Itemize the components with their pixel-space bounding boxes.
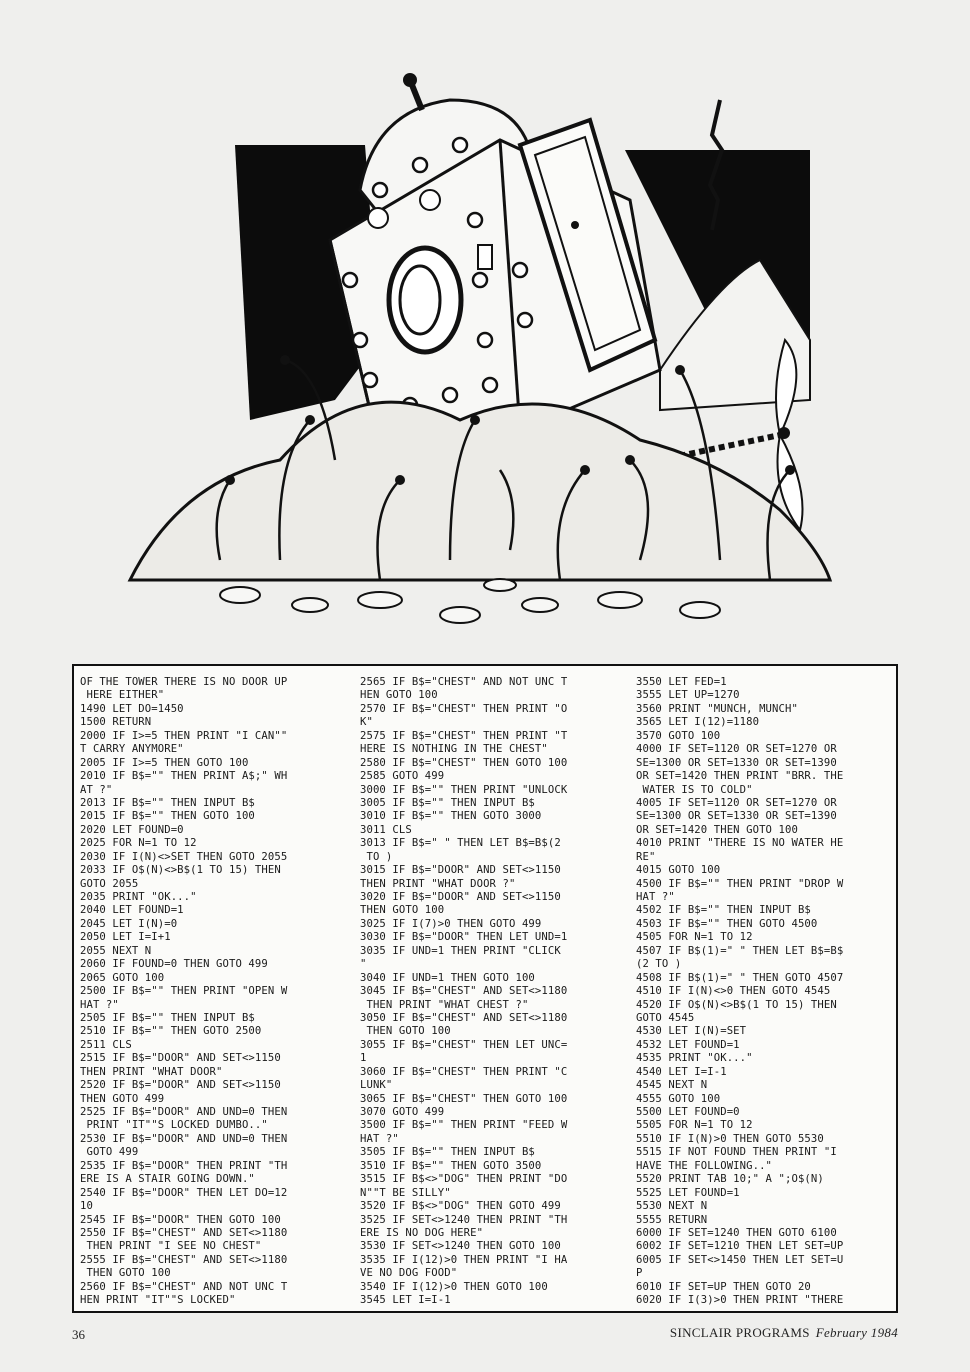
code-line: 2050 LET I=I+1 — [80, 931, 171, 944]
listing-column-1 — [80, 676, 346, 1308]
code-line: 1 — [360, 1052, 367, 1065]
code-line: 5530 NEXT N — [636, 1200, 708, 1213]
code-line: 3505 IF B$="" THEN INPUT B$ — [360, 1146, 535, 1159]
code-line: 4503 IF B$="" THEN GOTO 4500 — [636, 917, 818, 930]
code-line: 3055 IF B$="CHEST" THEN LET UNC= — [360, 1038, 568, 1051]
code-line: HERE EITHER" — [80, 689, 165, 702]
code-line: VE NO DOG FOOD" — [360, 1267, 458, 1280]
code-line: AT ?" — [80, 783, 113, 796]
footer-title — [670, 1325, 898, 1341]
code-line: THEN GOTO 100 — [360, 904, 445, 917]
code-line: 2520 IF B$="DOOR" AND SET<>1150 — [80, 1079, 281, 1092]
code-line: 3060 IF B$="CHEST" THEN PRINT "C — [360, 1065, 568, 1078]
code-line: 4535 PRINT "OK..." — [636, 1052, 753, 1065]
code-line: 3530 IF SET<>1240 THEN GOTO 100 — [360, 1240, 561, 1253]
code-line: 2515 IF B$="DOOR" AND SET<>1150 — [80, 1052, 281, 1065]
code-line: 2535 IF B$="DOOR" THEN PRINT "TH — [80, 1159, 288, 1172]
code-line: OF THE TOWER THERE IS NO DOOR UP — [80, 676, 288, 688]
code-line: PRINT "IT""S LOCKED DUMBO.." — [80, 1119, 268, 1132]
code-line: OR SET=1420 THEN GOTO 100 — [636, 823, 798, 836]
code-line: RE" — [636, 850, 656, 863]
code-line: 6000 IF SET=1240 THEN GOTO 6100 — [636, 1226, 837, 1239]
code-line: 2545 IF B$="DOOR" THEN GOTO 100 — [80, 1213, 281, 1226]
code-line: 2530 IF B$="DOOR" AND UND=0 THEN — [80, 1132, 288, 1145]
code-line: 3555 LET UP=1270 — [636, 689, 740, 702]
code-line: GOTO 4545 — [636, 1011, 695, 1024]
code-line: GOTO 499 — [80, 1146, 139, 1159]
code-line: (2 TO ) — [636, 958, 682, 971]
code-line: THEN GOTO 100 — [80, 1267, 171, 1280]
code-line: 4000 IF SET=1120 OR SET=1270 OR — [636, 743, 837, 756]
code-line: 3545 LET I=I-1 — [360, 1294, 451, 1307]
code-line: 5515 IF NOT FOUND THEN PRINT "I — [636, 1146, 837, 1159]
code-line: 3011 CLS — [360, 823, 412, 836]
code-line: 2585 GOTO 499 — [360, 770, 445, 783]
code-line: 4507 IF B$(1)=" " THEN LET B$=B$ — [636, 944, 844, 957]
code-line: OR SET=1420 THEN PRINT "BRR. THE — [636, 770, 844, 783]
code-line: 5500 LET FOUND=0 — [636, 1106, 740, 1118]
code-line: 10 — [80, 1200, 93, 1213]
code-line: 3040 IF UND=1 THEN GOTO 100 — [360, 971, 535, 984]
page-number: 36 — [72, 1327, 85, 1342]
code-line: 2570 IF B$="CHEST" THEN PRINT "O — [360, 702, 568, 715]
code-line: 2020 LET FOUND=0 — [80, 823, 184, 836]
code-line: 2560 IF B$="CHEST" AND NOT UNC T — [80, 1280, 288, 1293]
code-line: 2035 PRINT "OK..." — [80, 891, 197, 903]
code-line: " — [360, 958, 367, 971]
code-line: 3535 IF I(12)>0 THEN PRINT "I HA — [360, 1253, 568, 1266]
code-line: 3020 IF B$="DOOR" AND SET<>1150 — [360, 891, 561, 903]
code-line: 5505 FOR N=1 TO 12 — [636, 1119, 753, 1132]
code-line: 2555 IF B$="CHEST" AND SET<>1180 — [80, 1253, 288, 1266]
code-line: 6020 IF I(3)>0 THEN PRINT "THERE — [636, 1294, 844, 1307]
code-line: SE=1300 OR SET=1330 OR SET=1390 — [636, 810, 837, 823]
code-line: THEN GOTO 100 — [360, 1025, 451, 1038]
code-line: 3500 IF B$="" THEN PRINT "FEED W — [360, 1119, 568, 1132]
code-line: HAT ?" — [80, 998, 119, 1011]
code-line: 5555 RETURN — [636, 1213, 708, 1226]
code-line: 3520 IF B$<>"DOG" THEN GOTO 499 — [360, 1200, 561, 1213]
code-line: HEN PRINT "IT""S LOCKED" — [80, 1294, 236, 1307]
capsule-illustration — [120, 40, 840, 640]
code-line: HAT ?" — [360, 1132, 399, 1145]
code-line: THEN PRINT "WHAT DOOR" — [80, 1065, 223, 1078]
code-line: 2511 CLS — [80, 1038, 132, 1051]
code-line: 2005 IF I>=5 THEN GOTO 100 — [80, 756, 249, 769]
code-line: 2065 GOTO 100 — [80, 971, 165, 984]
code-line: 5520 PRINT TAB 10;" A ";O$(N) — [636, 1173, 824, 1186]
code-line: 4508 IF B$(1)=" " THEN GOTO 4507 — [636, 971, 844, 984]
code-line: 4555 GOTO 100 — [636, 1092, 721, 1105]
code-line: 2580 IF B$="CHEST" THEN GOTO 100 — [360, 756, 568, 769]
code-line: HAT ?" — [636, 891, 675, 903]
code-line: TO ) — [360, 850, 393, 863]
code-line: 4540 LET I=I-1 — [636, 1065, 727, 1078]
code-line: GOTO 2055 — [80, 877, 139, 890]
code-line: 3010 IF B$="" THEN GOTO 3000 — [360, 810, 542, 823]
code-line: 2045 LET I(N)=0 — [80, 917, 178, 930]
code-line: 3000 IF B$="" THEN PRINT "UNLOCK — [360, 783, 568, 796]
code-line: ERE IS A STAIR GOING DOWN." — [80, 1173, 255, 1186]
code-line: WATER IS TO COLD" — [636, 783, 753, 796]
code-line: THEN PRINT "WHAT CHEST ?" — [360, 998, 529, 1011]
code-line: 2060 IF FOUND=0 THEN GOTO 499 — [80, 958, 268, 971]
code-line: 4520 IF O$(N)<>B$(1 TO 15) THEN — [636, 998, 837, 1011]
code-line: 3015 IF B$="DOOR" AND SET<>1150 — [360, 864, 561, 877]
code-line: LUNK" — [360, 1079, 393, 1092]
code-line: 3515 IF B$<>"DOG" THEN PRINT "DO — [360, 1173, 568, 1186]
code-line: SE=1300 OR SET=1330 OR SET=1390 — [636, 756, 837, 769]
code-line: 5525 LET FOUND=1 — [636, 1186, 740, 1199]
code-line: HAVE THE FOLLOWING.." — [636, 1159, 773, 1172]
code-line: 2000 IF I>=5 THEN PRINT "I CAN"" — [80, 729, 288, 742]
publication-name: SINCLAIR PROGRAMS — [669, 1325, 810, 1340]
code-line: 3050 IF B$="CHEST" AND SET<>1180 — [360, 1011, 568, 1024]
listing-column-3 — [636, 676, 898, 1308]
code-line: 3065 IF B$="CHEST" THEN GOTO 100 — [360, 1092, 568, 1105]
code-line: 3013 IF B$=" " THEN LET B$=B$(2 — [360, 837, 561, 850]
code-line: 2510 IF B$="" THEN GOTO 2500 — [80, 1025, 262, 1038]
code-line: 2033 IF O$(N)<>B$(1 TO 15) THEN — [80, 864, 281, 877]
code-line: 2030 IF I(N)<>SET THEN GOTO 2055 — [80, 850, 288, 863]
code-line: N""T BE SILLY" — [360, 1186, 451, 1199]
code-line: 2010 IF B$="" THEN PRINT A$;" WH — [80, 770, 288, 783]
code-line: 2500 IF B$="" THEN PRINT "OPEN W — [80, 985, 288, 998]
code-line: THEN PRINT "I SEE NO CHEST" — [80, 1240, 262, 1253]
code-line: 3035 IF UND=1 THEN PRINT "CLICK — [360, 944, 561, 957]
code-line: 3510 IF B$="" THEN GOTO 3500 — [360, 1159, 542, 1172]
code-line: 3560 PRINT "MUNCH, MUNCH" — [636, 702, 798, 715]
code-line: 4005 IF SET=1120 OR SET=1270 OR — [636, 796, 837, 809]
code-line: 4010 PRINT "THERE IS NO WATER HE — [636, 837, 844, 850]
code-line: 2540 IF B$="DOOR" THEN LET DO=12 — [80, 1186, 288, 1199]
code-line: 2505 IF B$="" THEN INPUT B$ — [80, 1011, 255, 1024]
code-line: 4532 LET FOUND=1 — [636, 1038, 740, 1051]
code-line: 4500 IF B$="" THEN PRINT "DROP W — [636, 877, 844, 890]
code-line: P — [636, 1267, 643, 1280]
code-line: THEN PRINT "WHAT DOOR ?" — [360, 877, 516, 890]
code-line: 3070 GOTO 499 — [360, 1106, 445, 1118]
code-line: 2575 IF B$="CHEST" THEN PRINT "T — [360, 729, 568, 742]
code-line: T CARRY ANYMORE" — [80, 743, 184, 756]
code-line: 3045 IF B$="CHEST" AND SET<>1180 — [360, 985, 568, 998]
code-line: 4545 NEXT N — [636, 1079, 708, 1092]
listing-column-2 — [360, 676, 626, 1308]
code-line: 3525 IF SET<>1240 THEN PRINT "TH — [360, 1213, 568, 1226]
code-line: 3005 IF B$="" THEN INPUT B$ — [360, 796, 535, 809]
code-line: 3565 LET I(12)=1180 — [636, 716, 760, 729]
code-line: 4510 IF I(N)<>0 THEN GOTO 4545 — [636, 985, 831, 998]
code-line: 2565 IF B$="CHEST" AND NOT UNC T — [360, 676, 568, 688]
code-line: K" — [360, 716, 373, 729]
code-line: 6010 IF SET=UP THEN GOTO 20 — [636, 1280, 811, 1293]
code-line: 3025 IF I(7)>0 THEN GOTO 499 — [360, 917, 542, 930]
program-listing — [72, 664, 898, 1313]
code-line: 3550 LET FED=1 — [636, 676, 727, 688]
code-line: 5510 IF I(N)>0 THEN GOTO 5530 — [636, 1132, 824, 1145]
code-line: 4502 IF B$="" THEN INPUT B$ — [636, 904, 811, 917]
code-line: 3540 IF I(12)>0 THEN GOTO 100 — [360, 1280, 548, 1293]
code-line: 4505 FOR N=1 TO 12 — [636, 931, 753, 944]
code-line: 4530 LET I(N)=SET — [636, 1025, 747, 1038]
code-line: 2525 IF B$="DOOR" AND UND=0 THEN — [80, 1106, 288, 1118]
code-line: 1500 RETURN — [80, 716, 152, 729]
code-line: 2550 IF B$="CHEST" AND SET<>1180 — [80, 1226, 288, 1239]
code-line: 2055 NEXT N — [80, 944, 152, 957]
code-line: THEN GOTO 499 — [80, 1092, 165, 1105]
code-line: 2025 FOR N=1 TO 12 — [80, 837, 197, 850]
code-line: HEN GOTO 100 — [360, 689, 438, 702]
code-line: 2013 IF B$="" THEN INPUT B$ — [80, 796, 255, 809]
code-line: 6005 IF SET<>1450 THEN LET SET=U — [636, 1253, 844, 1266]
issue-date: February 1984 — [815, 1325, 898, 1340]
code-line: 1490 LET DO=1450 — [80, 702, 184, 715]
code-line: 3030 IF B$="DOOR" THEN LET UND=1 — [360, 931, 568, 944]
code-line: ERE IS NO DOG HERE" — [360, 1226, 484, 1239]
code-line: 3570 GOTO 100 — [636, 729, 721, 742]
code-line: 2015 IF B$="" THEN GOTO 100 — [80, 810, 255, 823]
code-line: 2040 LET FOUND=1 — [80, 904, 184, 917]
code-line: 6002 IF SET=1210 THEN LET SET=UP — [636, 1240, 844, 1253]
code-line: 4015 GOTO 100 — [636, 864, 721, 877]
code-line: HERE IS NOTHING IN THE CHEST" — [360, 743, 548, 756]
